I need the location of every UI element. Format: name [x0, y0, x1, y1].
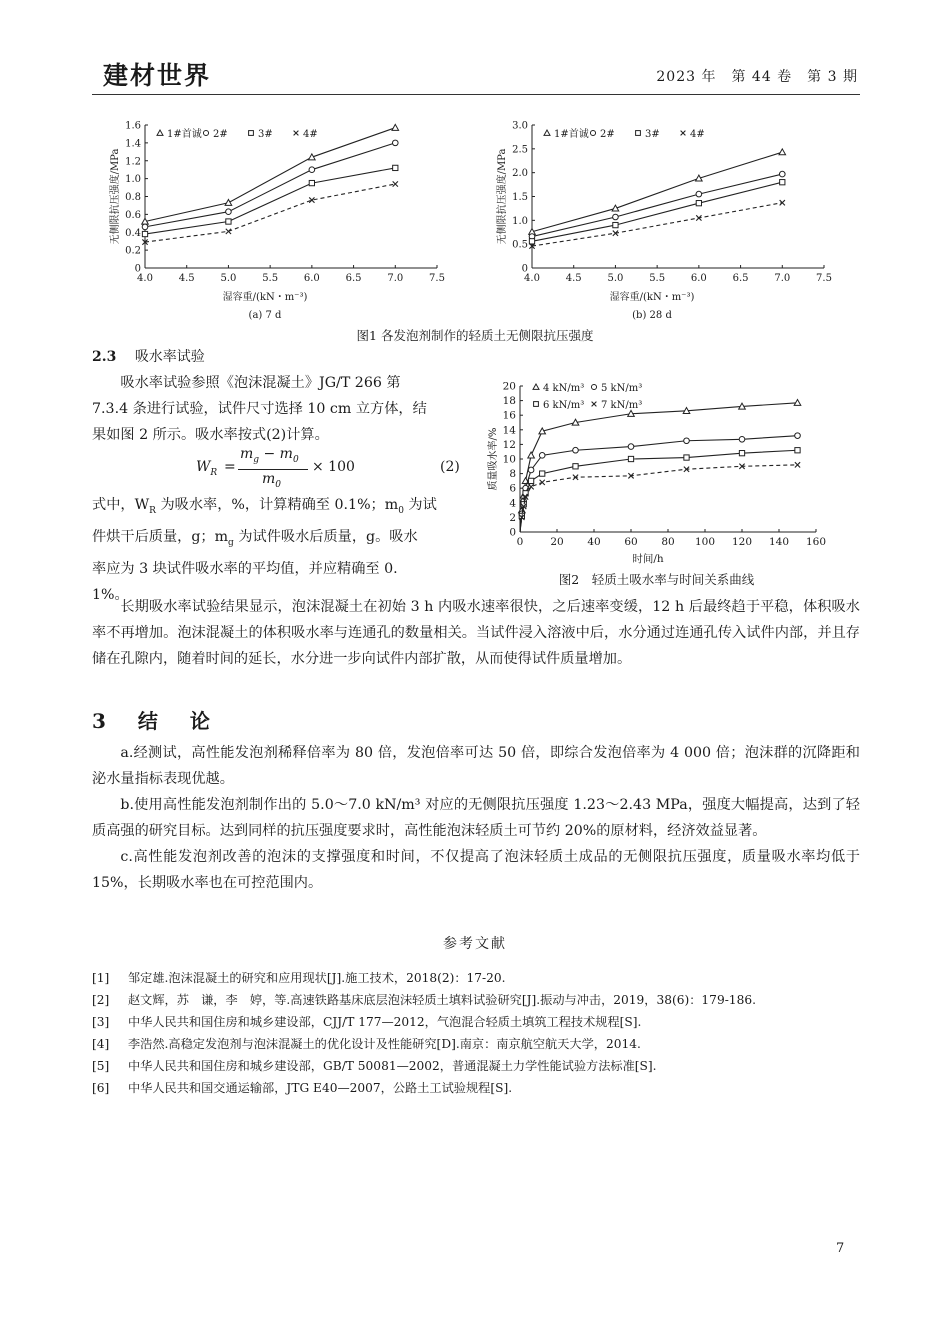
data-point-triangle: [392, 124, 399, 130]
section-3-heading: 3 结 论: [92, 709, 216, 733]
data-point-triangle: [225, 199, 232, 205]
y-axis-title: 无侧限抗压强度/MPa: [110, 148, 121, 245]
conclusion-b: b.使用高性能发泡剂制作出的 5.0～7.0 kN/m³ 对应的无侧限抗压强度 1.23～2.43 MPa，强度大幅提高，达到了轻质高强的研究目标。达到同样的抗压强度要求时，高性能泡沫轻质土可节约 20%的原材料，经济效益显著。: [92, 797, 860, 839]
x-tick-label: 6.0: [690, 273, 707, 284]
issue-info: 2023 年 第 44 卷 第 3 期: [656, 69, 858, 85]
data-point-circle: [142, 224, 148, 230]
data-point-circle: [684, 438, 690, 444]
figure2-chart: [484, 374, 829, 570]
reference-item: [5] 中华人民共和国住房和城乡建设部，GB/T 50081—2002，普通混凝土力学性能试验方法标准[S].: [92, 1059, 657, 1073]
conclusions: [92, 740, 860, 896]
data-point-square: [636, 131, 641, 136]
series-line: [520, 403, 798, 532]
legend-7kn: 7 kN/m³: [601, 400, 643, 411]
y-tick-label: 1.0: [125, 174, 141, 186]
intro-line-1: 吸水率试验参照《泡沫混凝土》JG/T 266 第: [120, 375, 401, 391]
series-circle: [529, 171, 785, 239]
series-triangle: [529, 149, 786, 235]
data-point-circle: [795, 433, 801, 439]
legend-item-2: 2#: [600, 129, 615, 140]
x-tick-label: 7.0: [387, 273, 404, 284]
x-tick-label: 4.5: [178, 273, 195, 284]
y-tick-label: 1.5: [512, 192, 528, 203]
data-point-x: [681, 131, 686, 136]
x-tick-label: 6.5: [345, 273, 362, 284]
x-tick-label: 5.5: [262, 273, 279, 284]
data-point-triangle: [779, 149, 786, 155]
x-axis-title: 湿容重/(kN・m⁻³): [609, 292, 695, 303]
x-tick-label: 140: [768, 536, 790, 548]
series-line: [520, 465, 798, 532]
series-line: [532, 174, 782, 236]
data-point-square: [528, 478, 533, 483]
formula-num: m: [240, 446, 254, 462]
x-tick-label: 7.5: [429, 273, 445, 284]
x-tick-label: 7.5: [816, 273, 832, 284]
formula-lhs: W: [196, 459, 211, 475]
y-axis-title: 无侧限抗压强度/MPa: [497, 148, 508, 245]
series-square: [142, 165, 398, 236]
series-line: [532, 203, 782, 246]
x-tick-label: 160: [805, 536, 827, 548]
x-axis-title: 湿容重/(kN・m⁻³): [222, 292, 308, 303]
data-point-circle: [739, 436, 745, 442]
data-point-square: [780, 180, 785, 185]
formula-2: $W_R$ = $m_g - m_0$ $m_0$ × 100 (2): [196, 446, 460, 490]
section-title: 吸水率试验: [134, 349, 205, 365]
y-tick-label: 0.4: [125, 227, 141, 239]
data-point-square: [529, 239, 534, 244]
data-point-x: [393, 181, 398, 186]
y-tick-label: 0.6: [125, 209, 141, 221]
y-tick-label: 0: [521, 263, 528, 275]
x-tick-label: 120: [731, 536, 753, 548]
formula-definitions: [92, 492, 464, 608]
section-number: 2.3: [92, 349, 117, 365]
x-tick-label: 100: [694, 536, 716, 548]
y-tick-label: 1.6: [125, 120, 141, 132]
formula-number: (2): [440, 459, 460, 475]
reference-item: [3] 中华人民共和国住房和城乡建设部，CJJ/T 177—2012，气泡混合轻质土填筑工程技术规程[S].: [92, 1015, 642, 1029]
x-tick-label: 4.0: [137, 273, 153, 284]
paragraph-long-term: 长期吸水率试验结果显示，泡沫混凝土在初始 3 h 内吸水速率很快，之后速率变缓，12 h 后最终趋于平稳，体积吸水率不再增加。泡沫混凝土的体积吸水率与连通孔的数量相关。当试件浸入溶液中后，水分通过连通孔传入试件内部，并且存储在孔隙内，随着时间的延长，水分进一步向试件内部扩散，从而使得试件质量增加。: [92, 599, 860, 667]
series-line: [532, 182, 782, 241]
figure1-caption: 图1 各发泡剂制作的轻质土无侧限抗压强度: [356, 328, 594, 343]
y-tick-label: 16: [502, 409, 516, 422]
data-point-circle: [628, 444, 634, 450]
reference-item: [4] 李浩然.高稳定发泡剂与泡沫混凝土的优化设计及性能研究[D].南京：南京航空航天大学，2014.: [92, 1037, 641, 1051]
series-line: [520, 450, 798, 532]
data-point-circle: [696, 191, 702, 197]
legend-item-4: 4#: [303, 129, 318, 140]
def-line-4: 1%。: [92, 586, 129, 603]
series-circle: [519, 433, 800, 532]
data-point-x: [226, 229, 231, 234]
y-tick-label: 14: [502, 424, 516, 437]
data-point-circle: [779, 171, 785, 177]
legend-item-3: 3#: [645, 129, 660, 140]
reference-list: [92, 967, 860, 1099]
data-point-square: [739, 451, 744, 456]
legend-5kn: 5 kN/m³: [601, 383, 643, 394]
data-point-x: [592, 402, 597, 407]
data-point-square: [226, 219, 231, 224]
data-point-circle: [613, 214, 619, 220]
section-2-3-intro: [92, 370, 464, 448]
x-tick-label: 4.0: [524, 273, 540, 284]
x-tick-label: 60: [624, 536, 638, 548]
data-point-circle: [203, 130, 208, 135]
data-point-x: [795, 462, 800, 467]
data-point-triangle: [157, 130, 163, 135]
reference-item: [1] 邹定雄.泡沫混凝土的研究和应用现状[J].施工技术，2018(2)：17-20.: [92, 971, 506, 985]
x-tick-label: 0: [516, 536, 524, 548]
legend-item-4: 4#: [690, 129, 705, 140]
reference-item: [6] 中华人民共和国交通运输部，JTG E40—2007，公路土工试验规程[S].: [92, 1081, 513, 1095]
series-line: [520, 436, 798, 532]
data-point-circle: [528, 467, 534, 473]
series-line: [145, 143, 395, 227]
def-line-2: 件烘干后质量，g；$m_g$ 为试件吸水后质量，g。吸水: [92, 528, 418, 548]
formula-den: m: [262, 471, 276, 487]
data-point-circle: [309, 167, 315, 173]
y-tick-label: 4: [509, 497, 516, 510]
y-tick-label: 3.0: [512, 120, 528, 132]
intro-line-3: 果如图 2 所示。吸水率按式(2)计算。: [92, 427, 329, 443]
x-tick-label: 40: [587, 536, 601, 548]
data-point-x: [528, 484, 533, 489]
y-tick-label: 8: [509, 468, 516, 481]
y-tick-label: 1.4: [125, 138, 141, 150]
formula-num-sub2: 0: [292, 454, 299, 465]
data-point-x: [540, 480, 545, 485]
y-tick-label: 20: [502, 380, 516, 393]
data-point-circle: [392, 140, 398, 146]
formula-num-minus: − m: [259, 446, 293, 462]
data-point-square: [309, 180, 314, 185]
formula-den-sub: 0: [275, 479, 282, 490]
formula-lhs-sub: R: [210, 467, 218, 478]
data-point-circle: [590, 130, 595, 135]
x-tick-label: 6.5: [732, 273, 749, 284]
x-tick-label: 5.0: [220, 273, 237, 284]
legend-item-1: 1#首诚: [167, 129, 202, 140]
def-line-3: 率应为 3 块试件吸水率的平均值，并应精确至 0.: [92, 560, 398, 577]
data-point-square: [696, 201, 701, 206]
references-title: 参考文献: [443, 936, 507, 952]
data-point-square: [393, 165, 398, 170]
subfigure-label: (b) 28 d: [632, 310, 672, 321]
reference-item: [2] 赵文辉，苏 谦，李 婷，等.高速铁路基床底层泡沫轻质土填料试验研究[J].振动与冲击，2019，38(6)：179-186.: [92, 993, 756, 1007]
section-2-3-heading: [92, 346, 205, 366]
series-x: [529, 200, 785, 249]
x-tick-label: 5.5: [649, 273, 666, 284]
series-line: [145, 168, 395, 234]
x-tick-label: 6.0: [303, 273, 320, 284]
data-point-square: [684, 455, 689, 460]
formula-tail: × 100: [312, 459, 355, 475]
header-rule: [92, 94, 860, 95]
x-tick-label: 5.0: [607, 273, 624, 284]
y-tick-label: 12: [502, 438, 516, 451]
x-axis-title: 时间/h: [632, 553, 664, 565]
data-point-x: [294, 131, 299, 136]
data-point-circle: [226, 209, 232, 215]
x-tick-label: 20: [550, 536, 564, 548]
data-point-square: [795, 448, 800, 453]
formula-num-sub1: g: [253, 454, 260, 465]
y-tick-label: 0.8: [125, 192, 141, 203]
journal-title: 建材世界: [103, 61, 212, 90]
x-tick-label: 7.0: [774, 273, 791, 284]
data-point-circle: [591, 384, 596, 389]
figure1b-chart: [487, 115, 837, 325]
y-tick-label: 2: [509, 511, 516, 524]
data-point-triangle: [533, 384, 539, 389]
conclusion-c: c.高性能发泡剂改善的泡沫的支撑强度和时间，不仅提高了泡沫轻质土成品的无侧限抗压强度，质量吸水率均低于 15%，长期吸水率也在可控范围内。: [92, 849, 860, 891]
data-point-circle: [573, 447, 579, 453]
legend-item-1: 1#首诚: [554, 129, 589, 140]
y-tick-label: 2.5: [512, 144, 528, 156]
y-tick-label: 6: [509, 482, 516, 495]
y-tick-label: 1.2: [125, 156, 141, 168]
legend-6kn: 6 kN/m³: [543, 400, 585, 411]
series-x: [519, 462, 800, 532]
data-point-square: [249, 131, 254, 136]
y-tick-label: 1.0: [512, 215, 528, 227]
fraction-bar: [238, 469, 308, 470]
x-tick-label: 80: [661, 536, 675, 548]
data-point-square: [573, 464, 578, 469]
data-point-square: [628, 456, 633, 461]
intro-line-2: 7.3.4 条进行试验，试件尺寸选择 10 cm 立方体，结: [92, 401, 427, 417]
data-point-square: [540, 471, 545, 476]
series-square: [529, 180, 785, 244]
def-line-1: 式中，$W_R$ 为吸水率，%，计算精确至 0.1%；$m_0$ 为试: [92, 497, 437, 516]
y-tick-label: 2.0: [512, 168, 528, 180]
figure2-caption: 图2 轻质土吸水率与时间关系曲线: [558, 572, 755, 587]
y-tick-label: 0.2: [125, 245, 141, 257]
y-axis-title: 质量吸水率/%: [488, 427, 499, 491]
page-number: 7: [836, 1241, 845, 1256]
x-tick-label: 4.5: [565, 273, 582, 284]
legend-item-2: 2#: [213, 129, 228, 140]
y-tick-label: 0.5: [512, 239, 528, 251]
data-point-square: [142, 231, 147, 236]
subfigure-label: (a) 7 d: [248, 310, 282, 321]
y-tick-label: 0: [509, 526, 516, 539]
data-point-triangle: [544, 130, 550, 135]
y-tick-label: 10: [502, 453, 516, 466]
y-tick-label: 18: [502, 395, 516, 408]
figure1a-chart: [100, 115, 450, 325]
y-tick-label: 0: [134, 263, 141, 275]
conclusion-a: a.经测试，高性能发泡剂稀释倍率为 80 倍，发泡倍率可达 50 倍，即综合发泡倍率为 4 000 倍；泡沫群的沉降距和泌水量指标表现优越。: [92, 745, 860, 787]
data-point-square: [613, 222, 618, 227]
data-point-circle: [539, 453, 545, 459]
series-square: [519, 448, 800, 532]
data-point-triangle: [528, 452, 535, 458]
legend-4kn: 4 kN/m³: [543, 383, 585, 394]
data-point-square: [534, 402, 539, 407]
legend-item-3: 3#: [258, 129, 273, 140]
